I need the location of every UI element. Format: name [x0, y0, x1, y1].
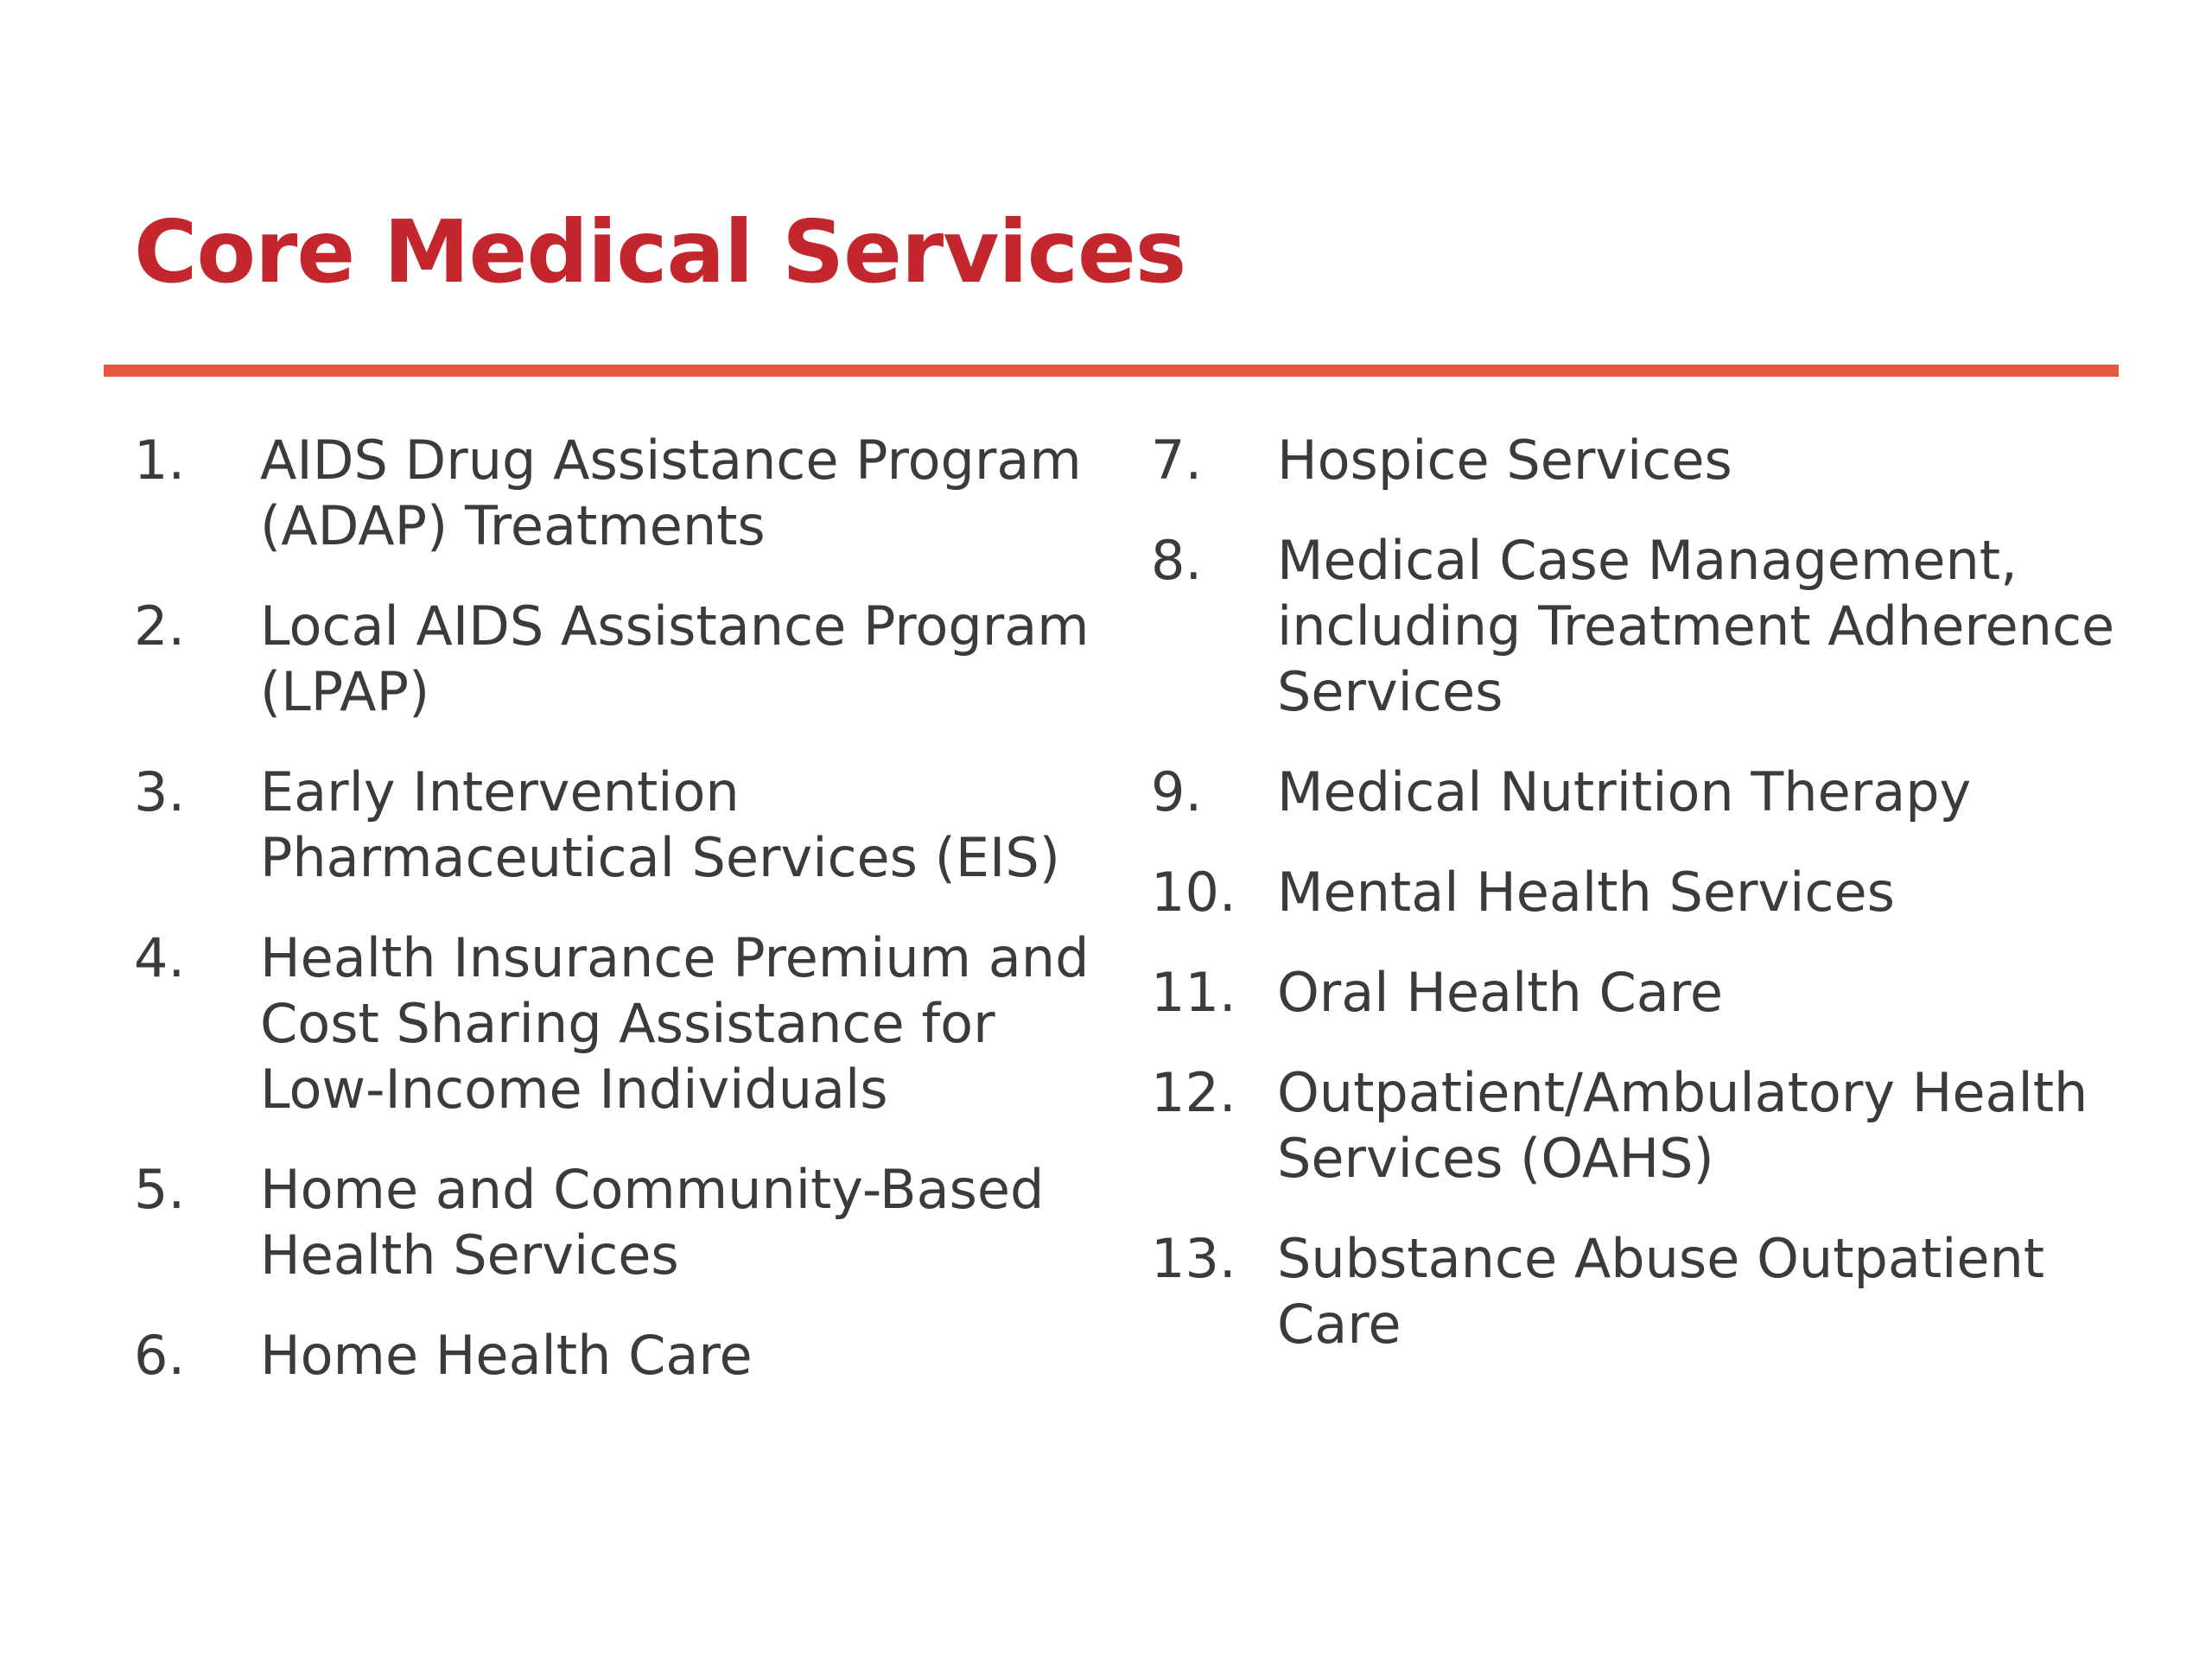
- list-item: [1151, 528, 2145, 725]
- item-text: AIDS Drug Assistance Program (ADAP) Treatments: [260, 429, 1082, 557]
- list-item: [134, 1323, 1110, 1389]
- list-item: [134, 760, 1110, 891]
- list-item: [134, 925, 1110, 1122]
- list-item: [1151, 760, 2145, 825]
- item-text: Early Intervention Pharmaceutical Services (EIS): [260, 760, 1060, 889]
- item-number: 1.: [134, 429, 186, 492]
- item-number: 2.: [134, 594, 186, 658]
- item-text: Mental Health Services: [1277, 861, 1895, 924]
- item-text: Local AIDS Assistance Program (LPAP): [260, 594, 1090, 723]
- list-item: [1151, 860, 2145, 925]
- list-item: [134, 428, 1110, 559]
- list-item: [1151, 960, 2145, 1026]
- item-text: Outpatient/Ambulatory Health Services (OAHS): [1277, 1061, 2088, 1190]
- item-text: Medical Case Management, including Treatment Adherence Services: [1277, 529, 2115, 723]
- item-number: 13.: [1151, 1227, 1236, 1290]
- item-text: Medical Nutrition Therapy: [1277, 760, 1972, 823]
- item-number: 6.: [134, 1324, 186, 1387]
- item-text: Hospice Services: [1277, 429, 1732, 492]
- title-divider: [104, 365, 2119, 377]
- item-text: Home and Community-Based Health Services: [260, 1158, 1045, 1287]
- item-number: 9.: [1151, 760, 1203, 823]
- item-number: 11.: [1151, 961, 1236, 1024]
- list-item: [134, 1157, 1110, 1288]
- list-item: [1151, 1060, 2145, 1192]
- item-text: Oral Health Care: [1277, 961, 1724, 1024]
- item-number: 5.: [134, 1158, 186, 1221]
- item-number: 3.: [134, 760, 186, 823]
- list-item: [1151, 428, 2145, 493]
- slide-title: Core Medical Services: [134, 201, 1186, 302]
- item-text: Substance Abuse Outpatient Care: [1277, 1227, 2045, 1356]
- services-list-left: [134, 428, 1110, 1423]
- services-list-right: [1151, 428, 2145, 1392]
- list-item: [134, 594, 1110, 725]
- item-text: Health Insurance Premium and Cost Sharing Assistance for Low-Income Individuals: [260, 926, 1090, 1121]
- list-item: [1151, 1226, 2145, 1357]
- item-number: 10.: [1151, 861, 1236, 924]
- item-text: Home Health Care: [260, 1324, 753, 1387]
- item-number: 7.: [1151, 429, 1203, 492]
- item-number: 4.: [134, 926, 186, 989]
- item-number: 8.: [1151, 529, 1203, 592]
- item-number: 12.: [1151, 1061, 1236, 1124]
